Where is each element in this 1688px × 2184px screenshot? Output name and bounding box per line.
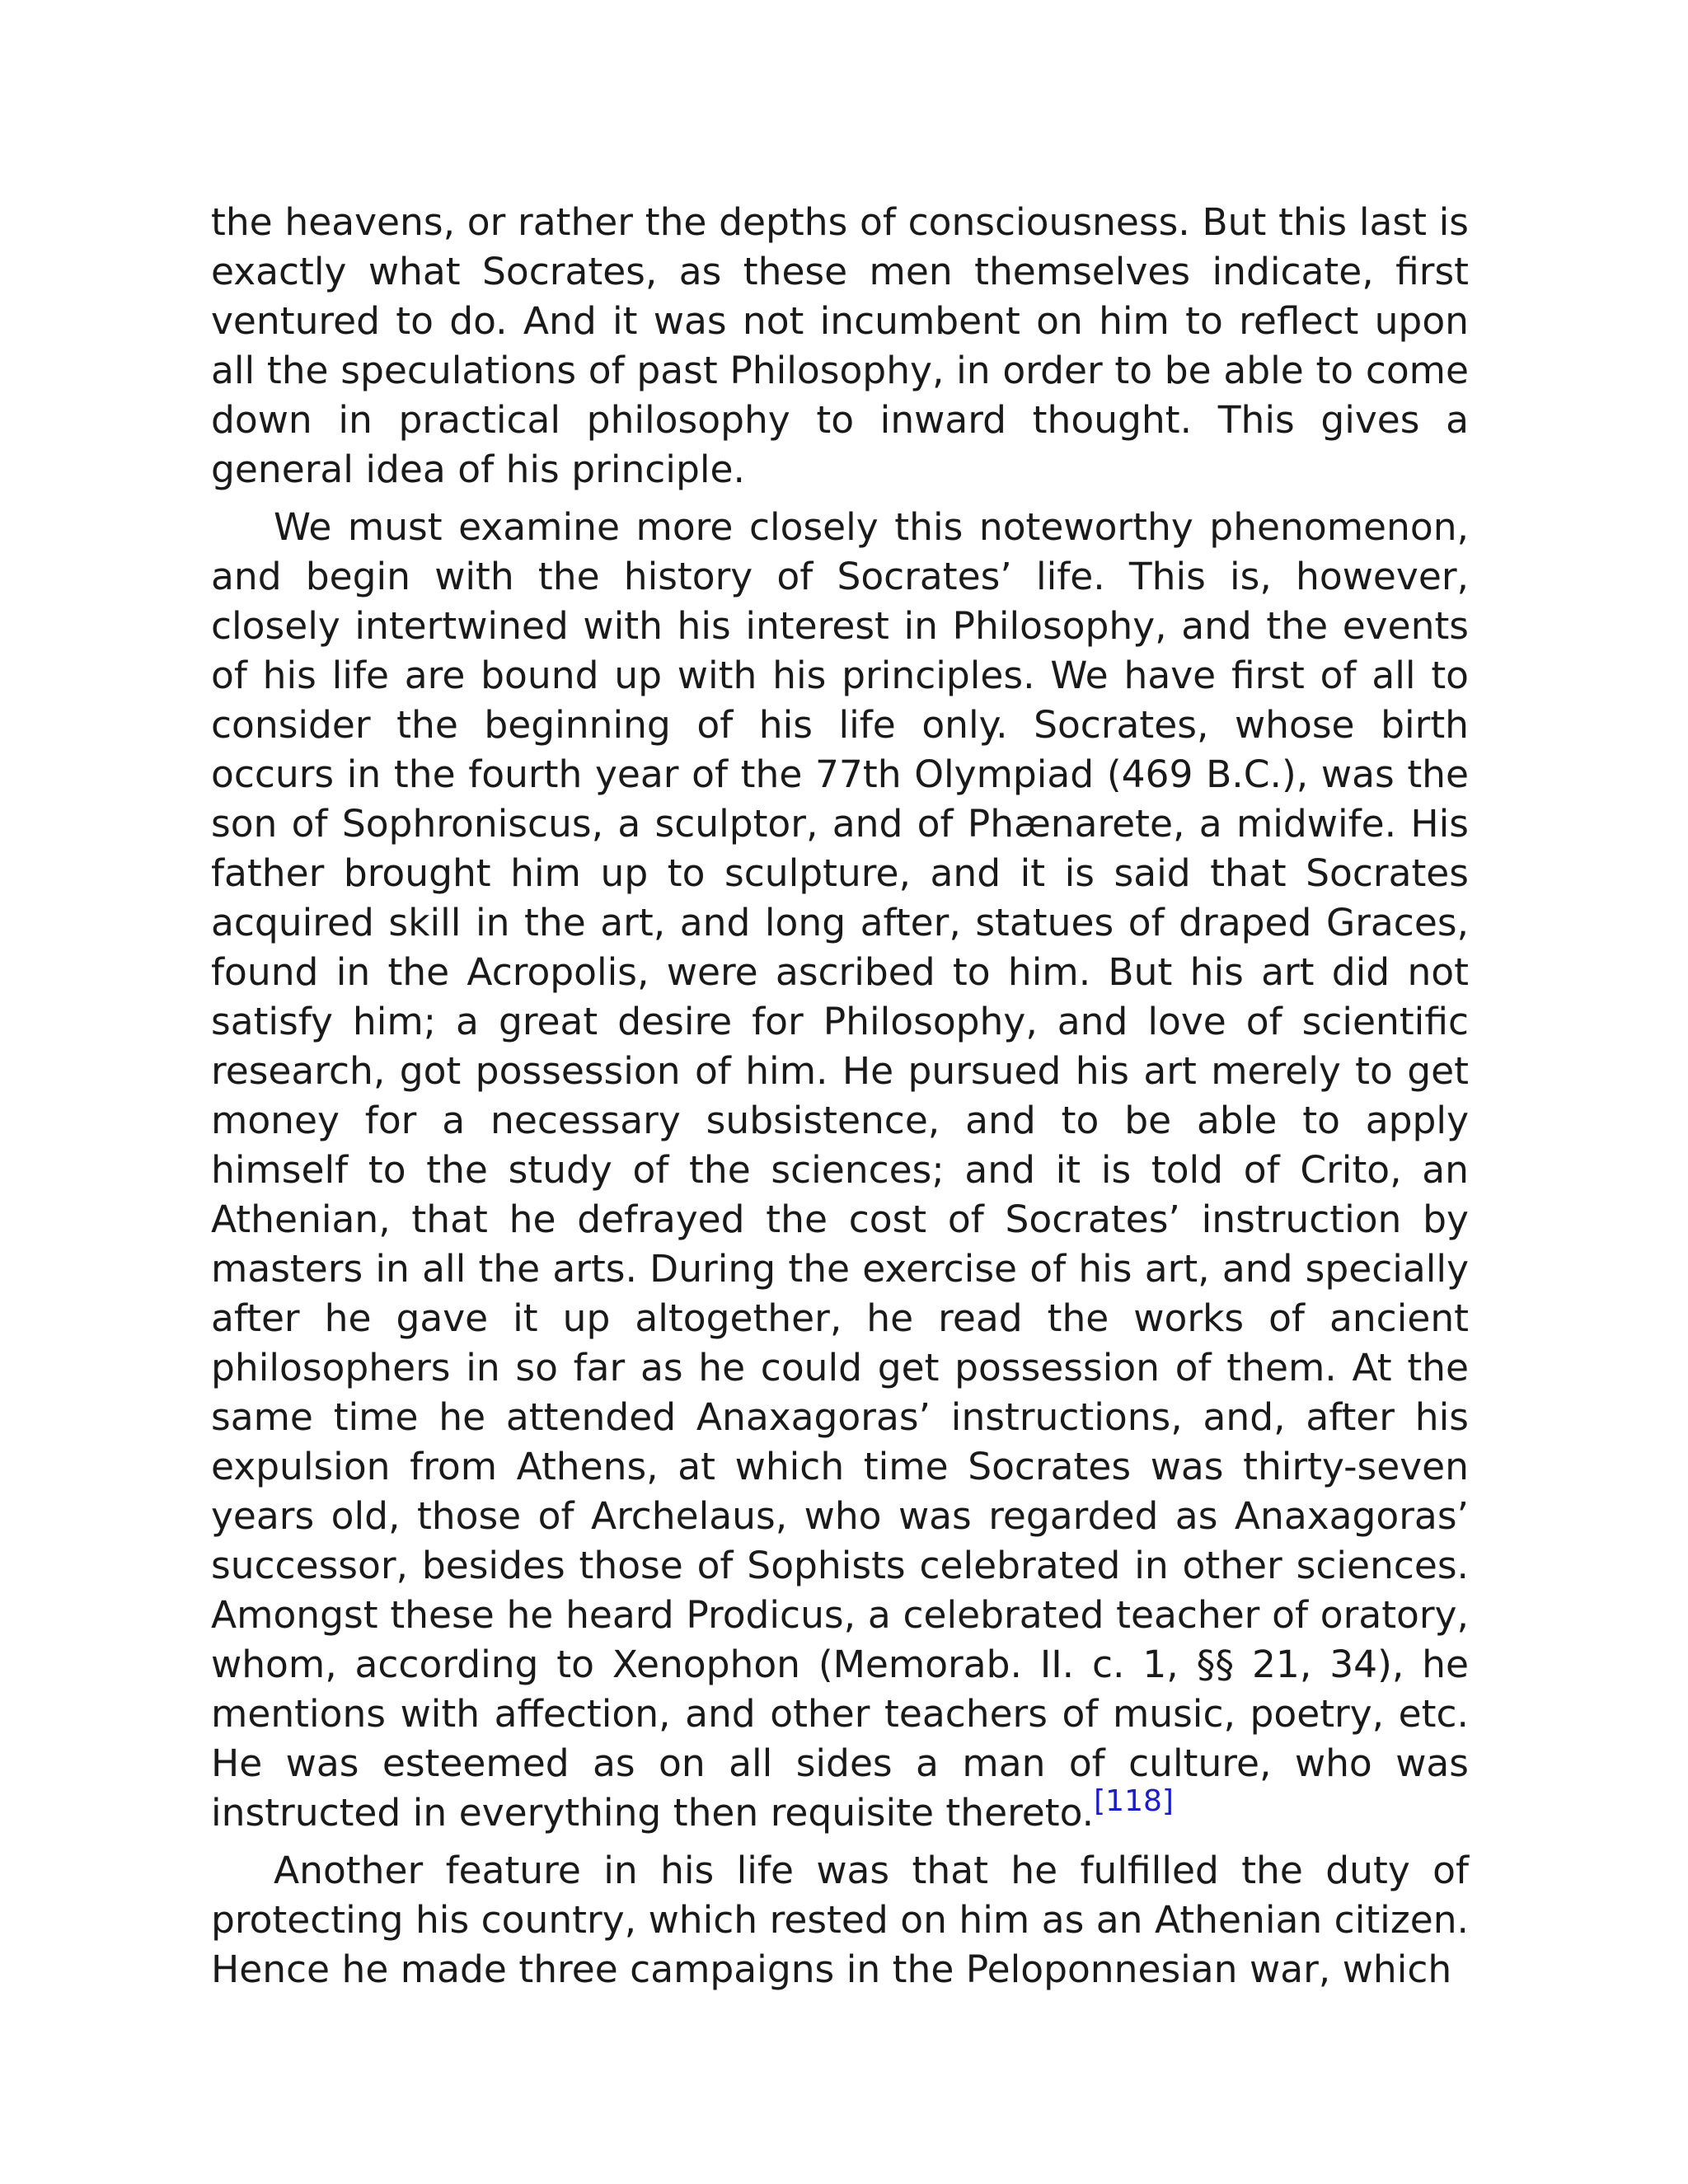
- footnote-link-118[interactable]: [118]: [1094, 1784, 1174, 1818]
- paragraph-3: [211, 1846, 1469, 1994]
- paragraph-1-text: the heavens, or rather the depths of consciousness. But this last is exactly what Socrates, as these men themselves indicate, first ventured to do. And it was not incumbent on him to reflect upon all the speculations of past Philosophy, in order to be able to come down in practical philosophy to inward thought. This gives a general idea of his principle.: [211, 200, 1469, 491]
- paragraph-1: [211, 198, 1469, 494]
- page-body: [211, 198, 1469, 1994]
- paragraph-2-text: We must examine more closely this noteworthy phenomenon, and begin with the history of Socrates’ life. This is, however, closely intertwined with his interest in Philosophy, and the events of his life are bound up with his principles. We have first of all to consider the beginning of his life only. Socrates, whose birth occurs in the fourth year of the 77th Olympiad (469 B.C.), was the son of Sophroniscus, a sculptor, and of Phænarete, a midwife. His father brought him up to sculpture, and it is said that Socrates acquired skill in the art, and long after, statues of draped Graces, found in the Acropolis, were ascribed to him. But his art did not satisfy him; a great desire for Philosophy, and love of scientific research, got possession of him. He pursued his art merely to get money for a necessary subsistence, and to be able to apply himself to the study of the sciences; and it is told of Crito, an Athenian, that he defrayed the cost of Socrates’ instruction by masters in all the arts. During the exercise of his art, and specially after he gave it up altogether, he read the works of ancient philosophers in so far as he could get possession of them. At the same time he attended Anaxagoras’ instructions, and, after his expulsion from Athens, at which time Socrates was thirty-seven years old, those of Archelaus, who was regarded as Anaxagoras’ successor, besides those of Sophists celebrated in other sciences. Amongst these he heard Prodicus, a celebrated teacher of oratory, whom, according to Xenophon (Memorab. II. c. 1, §§ 21, 34), he mentions with affection, and other teachers of music, poetry, etc. He was esteemed as on all sides a man of culture, who was instructed in everything then requisite thereto.: [211, 505, 1469, 1835]
- paragraph-3-text: Another feature in his life was that he fulfilled the duty of protecting his country, which rested on him as an Athenian citizen. Hence he made three campaigns in the Peloponnesian war, which: [211, 1849, 1469, 1991]
- paragraph-2: [211, 503, 1469, 1838]
